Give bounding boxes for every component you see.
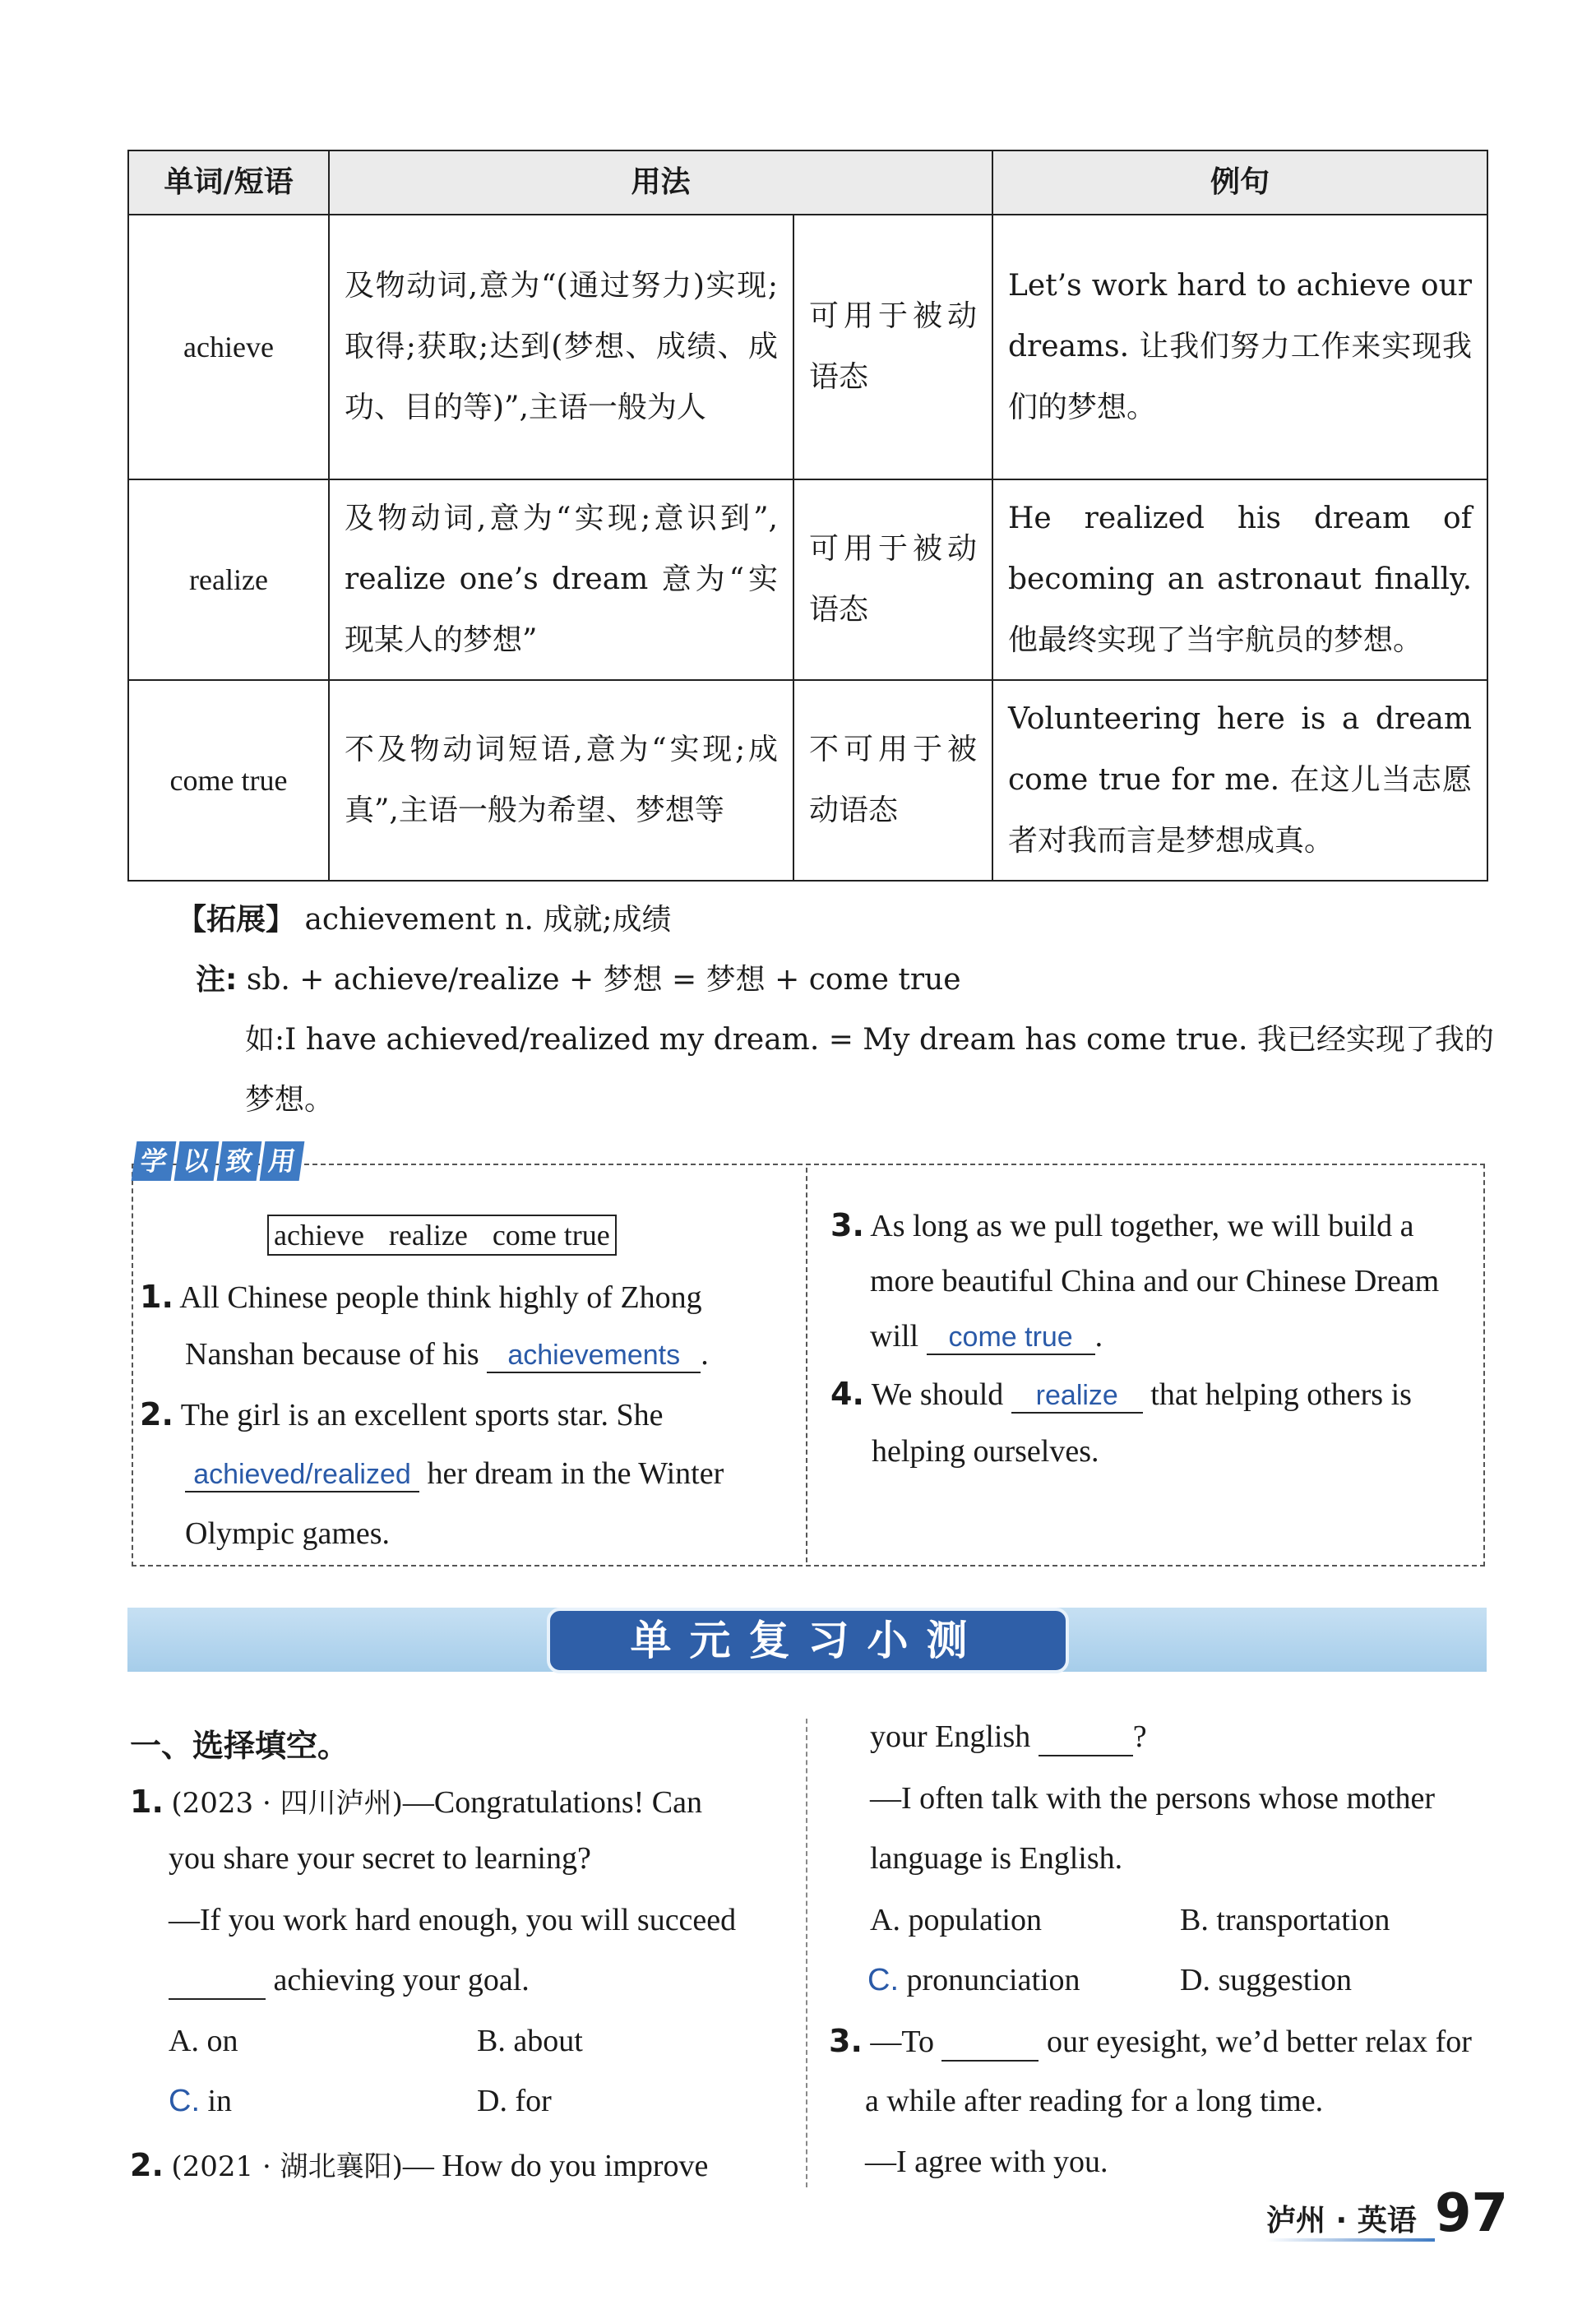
example-cell: Volunteering here is a dream come true for me. 在这儿当志愿者对我而言是梦想成真。 <box>992 680 1487 881</box>
table-row <box>128 215 1487 479</box>
q1-line4 <box>169 1962 530 2000</box>
practice-item-3-line2: more beautiful China and our Chinese Dream <box>870 1264 1440 1298</box>
note-text: sb. + achieve/realize + 梦想 = 梦想 + come true <box>246 963 961 997</box>
q2-line2 <box>870 1719 1147 1756</box>
chosen-answer-mark: C. <box>867 1963 899 1997</box>
practice-item-2-line3: Olympic games. <box>185 1516 391 1551</box>
word-bank-item: come true <box>492 1219 610 1252</box>
practice-divider <box>806 1168 807 1562</box>
option-b[interactable]: B. about <box>477 2024 583 2058</box>
question-number: 1. <box>130 1784 164 1820</box>
practice-item-4-line1 <box>830 1376 1412 1414</box>
word-bank-item: achieve <box>274 1219 364 1252</box>
question-text: —Congratulations! Can <box>402 1785 702 1820</box>
q1-line3: —If you work hard enough, you will succeed <box>169 1903 737 1937</box>
option-b[interactable]: B. transportation <box>1180 1903 1390 1937</box>
q2-line1 <box>130 2144 708 2184</box>
answer-blank[interactable] <box>941 2024 1039 2062</box>
option-a[interactable]: A. on <box>169 2024 238 2058</box>
option-a[interactable]: A. population <box>870 1903 1042 1937</box>
word-bank-item: realize <box>388 1219 468 1252</box>
item-number: 3. <box>830 1207 864 1243</box>
note-label: 注: <box>196 963 238 997</box>
note-line <box>196 956 961 998</box>
extension-label: 【拓展】 <box>177 903 296 937</box>
section-title: 单元复习小测 <box>547 1608 1069 1673</box>
item-text: . <box>701 1337 709 1372</box>
item-text: will <box>870 1319 919 1354</box>
table-row <box>128 479 1487 680</box>
item-text: that helping others is <box>1150 1377 1412 1412</box>
usage-cell: 及物动词,意为“(通过努力)实现;取得;获取;达到(梦想、成绩、成功、目的等)”,主语一般为人 <box>329 215 793 479</box>
voice-cell: 可用于被动语态 <box>793 479 992 680</box>
practice-item-3-line3 <box>870 1318 1103 1355</box>
item-text: As long as we pull together, we will build a <box>870 1209 1414 1243</box>
question-text: —To <box>870 2025 934 2059</box>
answer-blank[interactable]: come true <box>927 1321 1095 1355</box>
item-text: The girl is an excellent sports star. She <box>180 1398 664 1432</box>
item-text: . <box>1094 1319 1103 1354</box>
q2-line3: —I often talk with the persons whose mother <box>870 1781 1436 1816</box>
practice-item-1-line2 <box>185 1336 709 1373</box>
question-source: (2023 · 四川泸州) <box>171 1787 403 1820</box>
q3-line1 <box>829 2023 1472 2062</box>
practice-item-2-line1 <box>140 1396 663 1433</box>
footer-title: 泸州 · 英语 <box>1266 2204 1417 2238</box>
question-text: achieving your goal. <box>273 1963 530 1997</box>
chosen-answer-mark: C. <box>169 2084 200 2118</box>
table-row <box>128 680 1487 881</box>
option-d[interactable]: D. suggestion <box>1180 1963 1352 1997</box>
question-text: your English <box>870 1719 1031 1754</box>
practice-tag <box>134 1141 302 1181</box>
quiz-heading: 一、选择填空。 <box>130 1729 349 1764</box>
page-number: 97 <box>1435 2183 1509 2244</box>
footer-rule <box>1266 2238 1435 2242</box>
question-text: ? <box>1132 1719 1147 1754</box>
header-example: 例句 <box>992 150 1487 215</box>
extension-line <box>177 896 671 938</box>
extension-text: achievement n. 成就;成绩 <box>304 903 672 937</box>
item-number: 4. <box>830 1376 864 1412</box>
practice-item-2-line2 <box>185 1455 724 1492</box>
practice-item-1-line1 <box>140 1279 702 1316</box>
item-number: 2. <box>140 1396 173 1432</box>
tag-char: 用 <box>260 1141 305 1181</box>
voice-cell: 不可用于被动语态 <box>793 680 992 881</box>
q3-line3: —I agree with you. <box>865 2145 1108 2179</box>
word-cell: come true <box>128 680 329 881</box>
item-text: Nanshan because of his <box>185 1337 479 1372</box>
word-cell: achieve <box>128 215 329 479</box>
usage-cell: 及物动词,意为“实现;意识到”, realize one’s dream 意为“实现某人的梦想” <box>329 479 793 680</box>
usage-cell: 不及物动词短语,意为“实现;成真”,主语一般为希望、梦想等 <box>329 680 793 881</box>
example-cell: He realized his dream of becoming an astronaut finally. 他最终实现了当宇航员的梦想。 <box>992 479 1487 680</box>
item-number: 1. <box>140 1279 173 1315</box>
quiz-divider <box>806 1719 807 2187</box>
q1-line1 <box>130 1780 702 1821</box>
answer-blank[interactable]: achieved/realized <box>185 1459 419 1492</box>
practice-item-3-line1 <box>830 1207 1414 1244</box>
word-bank <box>267 1215 617 1256</box>
voice-cell: 可用于被动语态 <box>793 215 992 479</box>
table-header-row <box>128 150 1487 215</box>
option-text: pronunciation <box>906 1963 1080 1997</box>
tag-char: 致 <box>217 1141 262 1181</box>
note-example-line1: 如:I have achieved/realized my dream. = My dream has come true. 我已经实现了我的 <box>245 1023 1494 1057</box>
q2-line4: language is English. <box>870 1841 1123 1876</box>
practice-item-4-line2: helping ourselves. <box>872 1434 1099 1469</box>
tag-char: 以 <box>174 1141 220 1181</box>
question-text: our eyesight, we’d better relax for <box>1046 2025 1472 2059</box>
answer-blank[interactable] <box>1039 1719 1133 1756</box>
header-usage: 用法 <box>329 150 992 215</box>
option-c[interactable] <box>867 1962 1080 1998</box>
example-cell: Let’s work hard to achieve our dreams. 让我们努力工作来实现我们的梦想。 <box>992 215 1487 479</box>
q1-line2: you share your secret to learning? <box>169 1841 591 1876</box>
answer-blank[interactable]: realize <box>1011 1380 1143 1414</box>
vocabulary-table <box>127 150 1488 882</box>
item-text: We should <box>871 1377 1004 1412</box>
q3-line2: a while after reading for a long time. <box>865 2084 1324 2118</box>
question-number: 2. <box>130 2147 164 2183</box>
header-word: 单词/短语 <box>128 150 329 215</box>
tag-char: 学 <box>132 1141 177 1181</box>
question-source: (2021 · 湖北襄阳) <box>171 2150 403 2183</box>
question-number: 3. <box>829 2023 863 2059</box>
note-example-line2: 梦想。 <box>245 1083 335 1117</box>
option-d[interactable]: D. for <box>477 2084 552 2118</box>
item-text: All Chinese people think highly of Zhong <box>179 1280 702 1315</box>
item-text: her dream in the Winter <box>427 1456 724 1491</box>
answer-blank[interactable]: achievements <box>487 1340 701 1373</box>
option-text: in <box>207 2084 233 2118</box>
question-text: — How do you improve <box>402 2149 709 2183</box>
word-cell: realize <box>128 479 329 680</box>
answer-blank[interactable] <box>169 1962 266 2000</box>
option-c[interactable] <box>169 2083 232 2119</box>
